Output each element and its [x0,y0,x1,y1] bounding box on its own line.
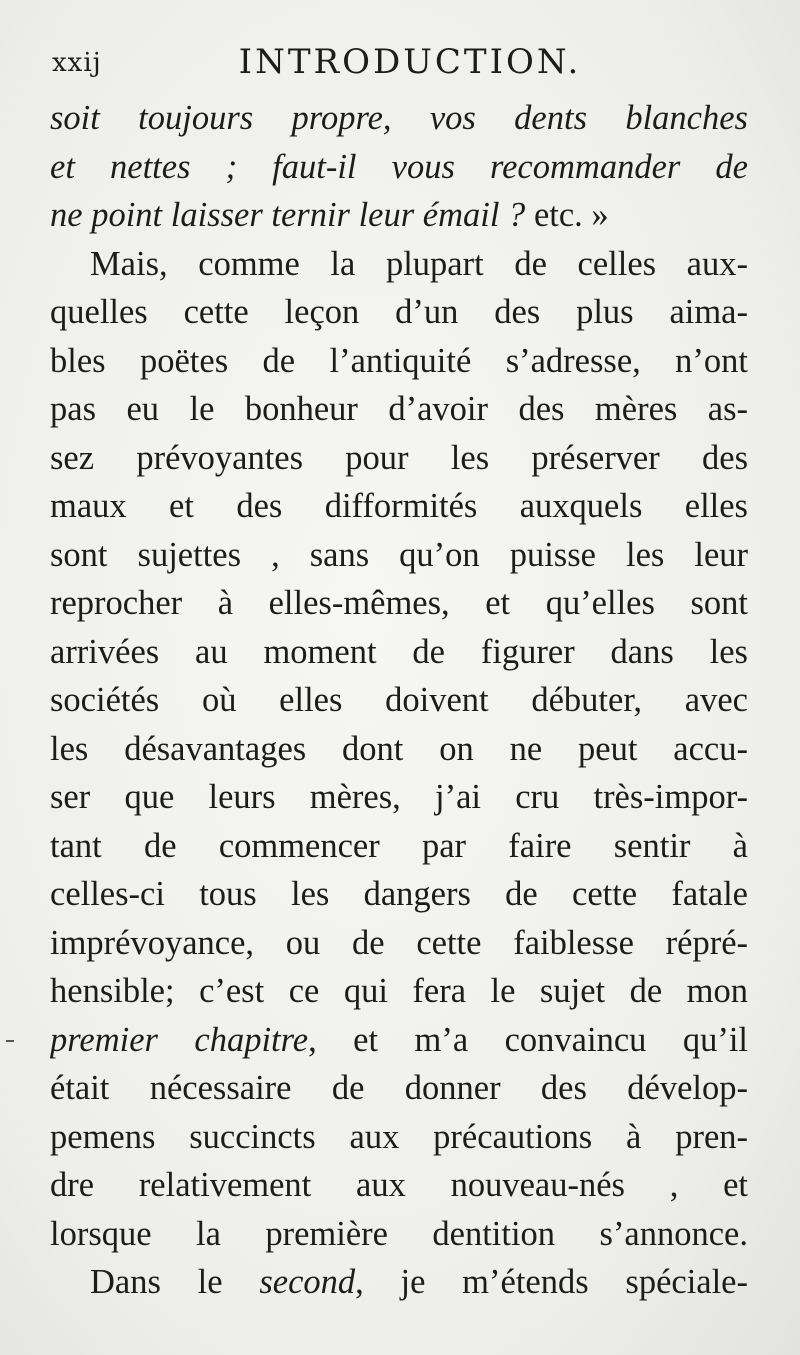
text-line [50,1064,748,1113]
text-segment: imprévoyance, ou de cette faiblesse répré- [50,923,748,962]
text-line [50,191,748,240]
text-line [50,1113,748,1162]
text-segment: dre relativement aux nouveau-nés , et [50,1166,748,1204]
text-line [50,1016,748,1065]
italic-text-segment: second [259,1263,356,1301]
text-line [50,240,748,289]
text-segment: etc. » [533,196,609,234]
text-line [50,628,748,677]
text-line [50,94,748,143]
italic-text-segment: premier chapitre [50,1020,309,1059]
text-segment: sociétés où elles doivent débuter, avec [50,681,748,719]
text-segment: Dans le [90,1263,260,1301]
text-segment: ser que leurs mères, j’ai cru très-impor- [50,778,748,816]
text-line [50,1258,748,1307]
text-segment: arrivées au moment de figurer dans les [50,632,748,671]
margin-mark [6,1040,14,1042]
text-segment: était nécessaire de donner des dévelop- [50,1069,748,1107]
text-line [50,337,748,386]
italic-text-segment: ne point laisser ternir leur émail ? [50,196,534,234]
text-segment: lorsque la première dentition s’annonce. [50,1214,748,1253]
text-line [50,1161,748,1210]
body-text [50,94,748,1307]
text-line [50,531,748,580]
page-header [50,40,750,90]
text-segment: pemens succincts aux précautions à pren- [50,1117,748,1156]
text-segment: sez prévoyantes pour les préserver des [50,438,748,477]
running-head: INTRODUCTION. [238,42,582,82]
text-segment: , je m’étends spéciale- [355,1263,748,1301]
text-segment: les désavantages dont on ne peut accu- [50,729,748,768]
text-line [50,725,748,774]
text-segment: hensible; c’est ce qui fera le sujet de mon [50,972,748,1010]
text-line [50,1210,748,1259]
text-segment: sont sujettes , sans qu’on puisse les leur [50,535,748,574]
text-line [50,288,748,337]
text-line [50,919,748,968]
text-segment: tant de commencer par faire sentir à [50,826,748,865]
text-line [50,143,748,192]
text-segment: bles poëtes de l’antiquité s’adresse, n’ont [50,341,748,380]
italic-text-segment: soit toujours propre, vos dents blanches [50,99,748,137]
text-line [50,579,748,628]
text-segment: reprocher à elles-mêmes, et qu’elles sont [50,584,748,622]
text-line [50,822,748,871]
text-line [50,967,748,1016]
page-number: xxij [52,48,102,78]
text-line [50,385,748,434]
text-line [50,773,748,822]
text-segment: Mais, comme la plupart de celles aux- [90,244,748,283]
text-line [50,482,748,531]
text-segment: maux et des difformités auxquels elles [50,487,748,525]
text-segment: quelles cette leçon d’un des plus aima- [50,293,748,331]
text-segment: , et m’a convaincu qu’il [308,1020,748,1059]
text-line [50,870,748,919]
italic-text-segment: et nettes ; faut-il vous recommander de [50,147,748,186]
text-line [50,434,748,483]
text-segment: pas eu le bonheur d’avoir des mères as- [50,390,748,428]
text-line [50,676,748,725]
text-segment: celles-ci tous les dangers de cette fatale [50,875,748,913]
